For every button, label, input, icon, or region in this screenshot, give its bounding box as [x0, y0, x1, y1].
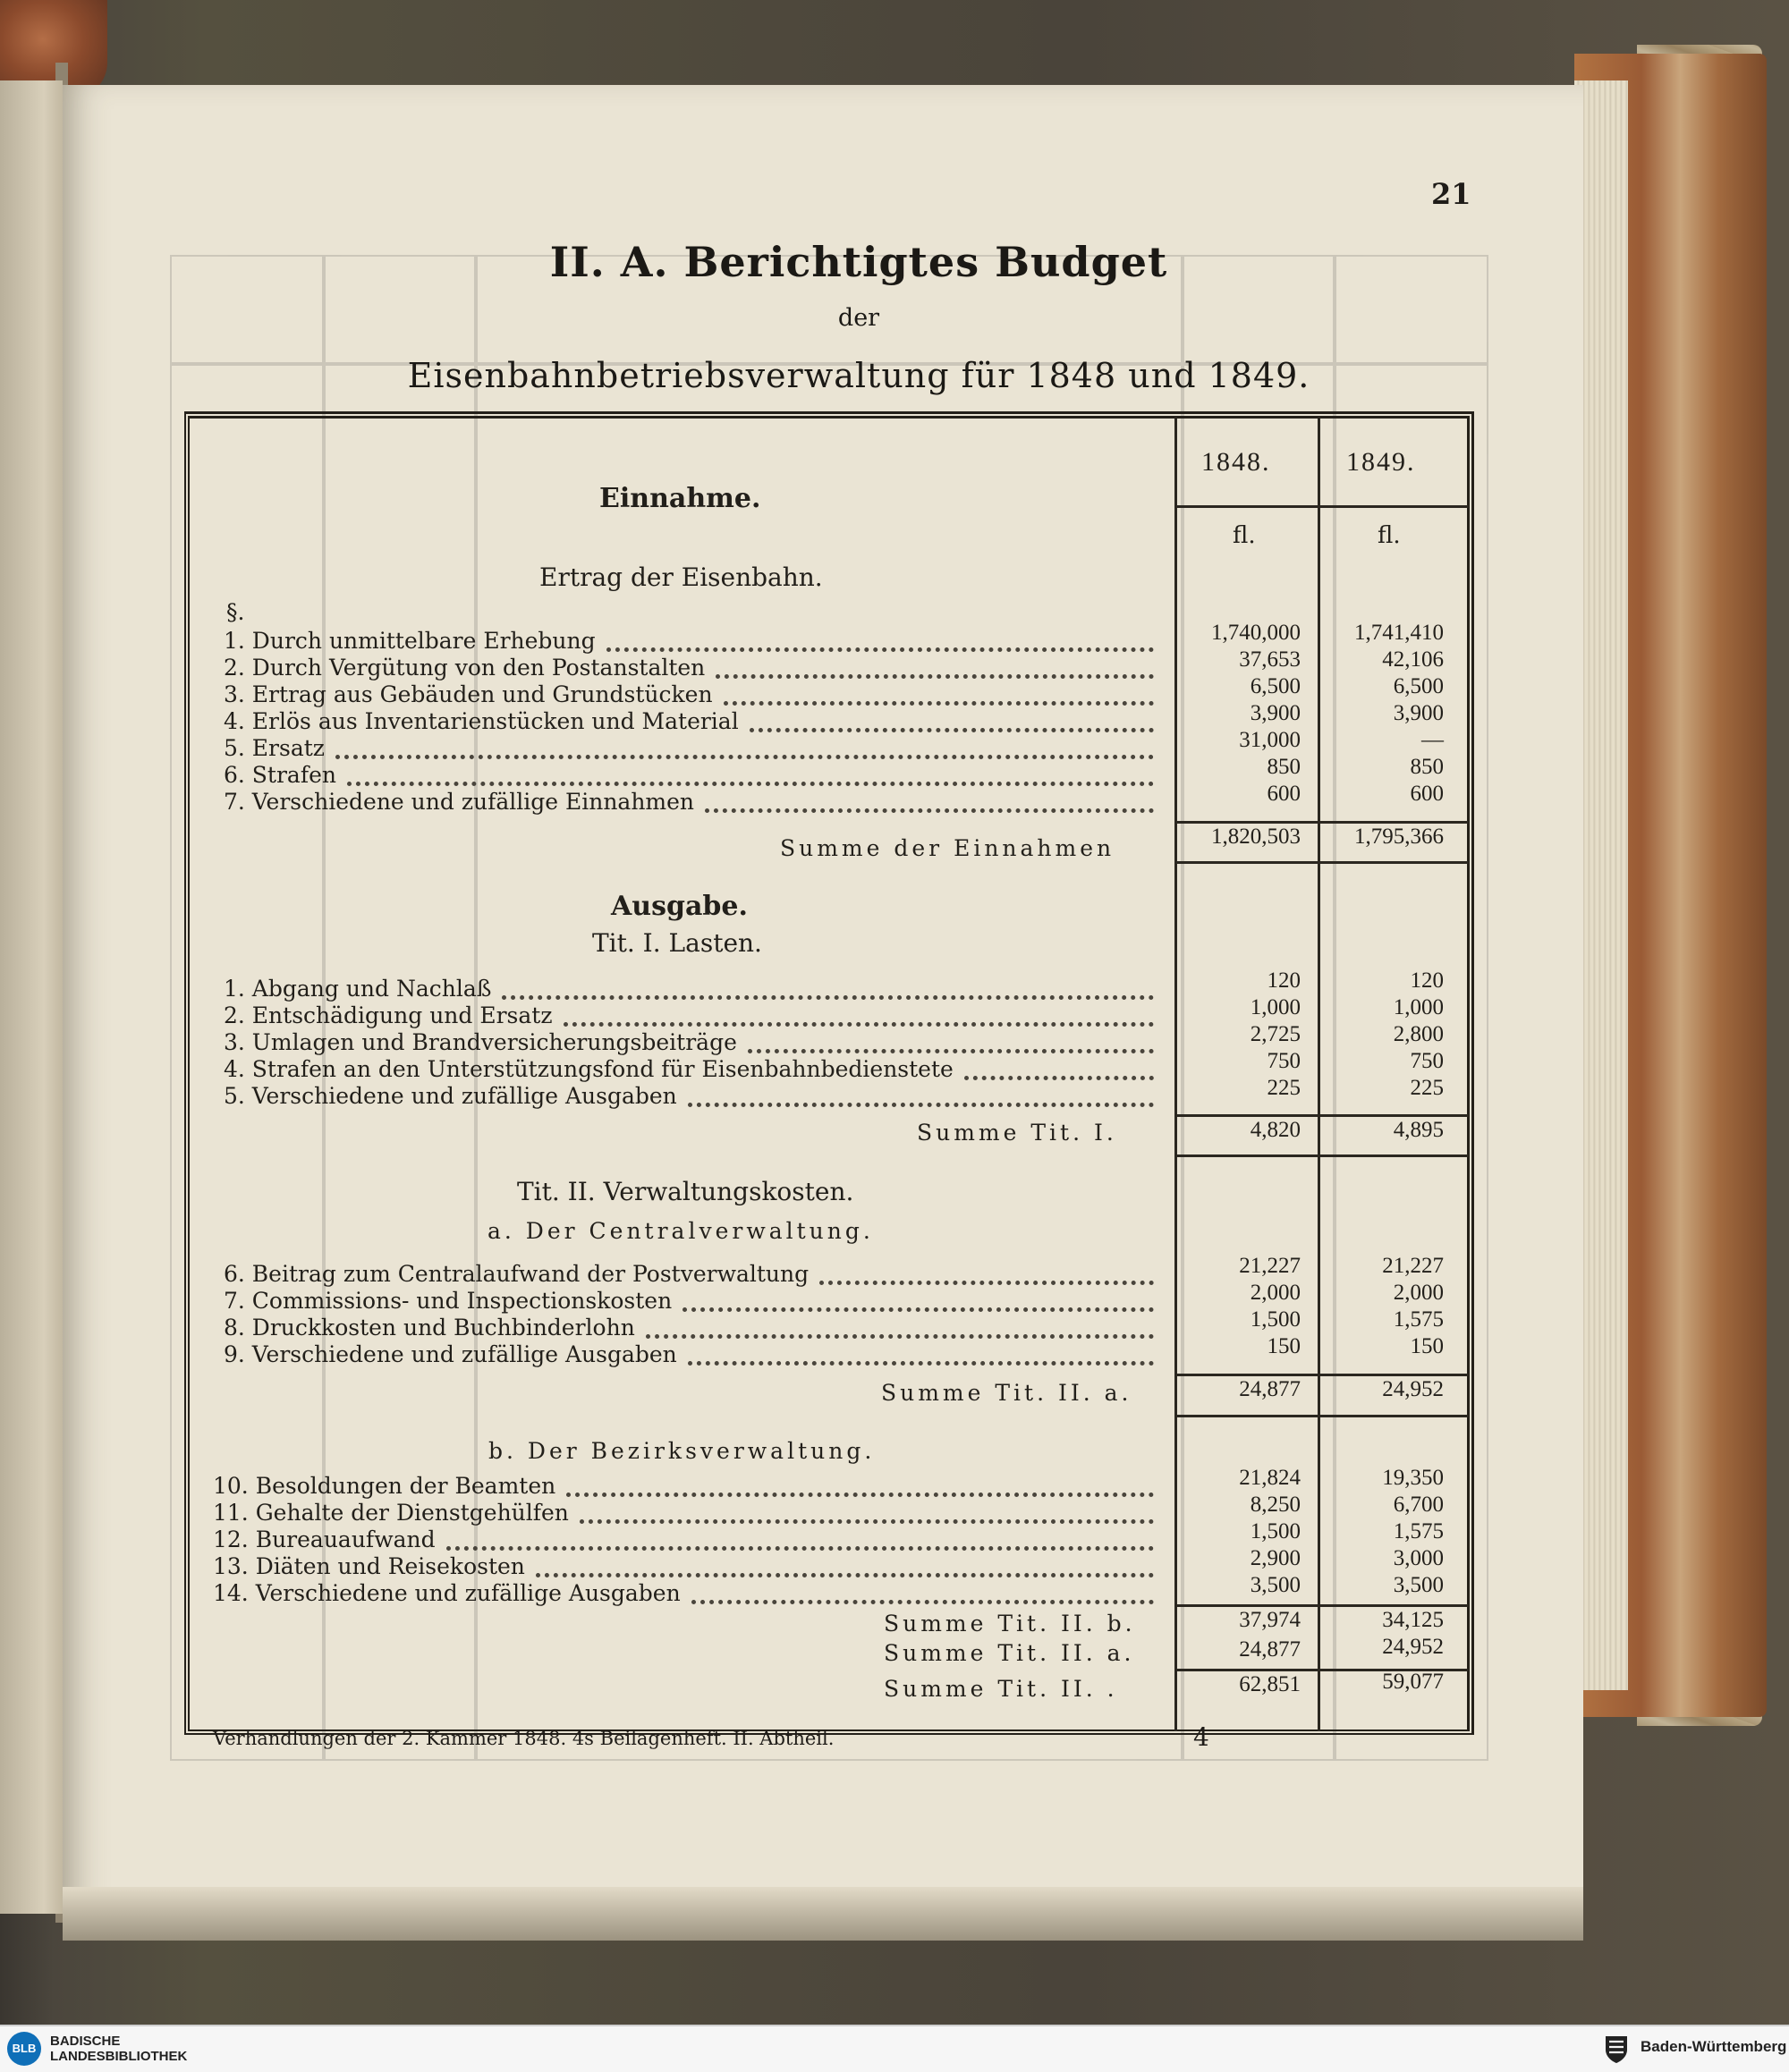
- row-value-1849: 2,800: [1393, 1022, 1444, 1046]
- row-value-1849: 850: [1410, 755, 1444, 779]
- row-label: 11. Gehalte der Dienstgehülfen: [213, 1500, 569, 1526]
- row-label: 14. Verschiedene und zufällige Ausgaben: [213, 1580, 681, 1606]
- row-label: 3. Ertrag aus Gebäuden und Grundstücken: [224, 681, 713, 707]
- leader-dots: [564, 1022, 1154, 1027]
- tit2-total-1849: 59,077: [1382, 1670, 1444, 1694]
- row-value-1848: 120: [1267, 968, 1301, 993]
- row-value-1849: 3,000: [1393, 1546, 1444, 1570]
- row-value-1848: 37,653: [1239, 647, 1301, 672]
- tit1-heading: Tit. I. Lasten.: [592, 928, 762, 958]
- row-value-1849: 225: [1410, 1076, 1444, 1100]
- row-value-1849: 2,000: [1393, 1281, 1444, 1305]
- row-label: 2. Entschädigung und Ersatz: [224, 1002, 553, 1028]
- row-label: 6. Beitrag zum Centralaufwand der Postverwaltung: [224, 1261, 810, 1287]
- row-label: 13. Diäten und Reisekosten: [213, 1553, 525, 1579]
- title-connector: der: [837, 304, 880, 332]
- tit2-heading: Tit. II. Verwaltungskosten.: [517, 1177, 854, 1206]
- row-value-1848: 1,740,000: [1211, 621, 1301, 645]
- row-value-1848: 225: [1267, 1076, 1301, 1100]
- leader-dots: [705, 808, 1154, 813]
- row-value-1849: 42,106: [1382, 647, 1444, 672]
- row-value-1848: 21,824: [1239, 1466, 1301, 1490]
- row-label: 8. Druckkosten und Buchbinderlohn: [224, 1315, 635, 1340]
- leader-dots: [724, 701, 1154, 706]
- leader-dots: [691, 1600, 1154, 1604]
- leader-dots: [606, 647, 1154, 652]
- sum-rule-tit1-1848: [1177, 1114, 1318, 1117]
- header-rule-1848: [1177, 505, 1318, 508]
- sum-rule-einnahme-bottom-1848: [1177, 861, 1318, 864]
- page-number: 21: [1431, 177, 1471, 211]
- sum-rule-tit1-bottom-1849: [1320, 1154, 1469, 1157]
- row-value-1848: 850: [1267, 755, 1301, 779]
- sum-rule-tit1-1849: [1320, 1114, 1469, 1117]
- blb-logo-icon[interactable]: BLB: [7, 2032, 41, 2066]
- sum-rule-tit2b-1848: [1177, 1604, 1318, 1607]
- page-subtitle: Eisenbahnbetriebsverwaltung für 1848 und 1849.: [407, 356, 1310, 395]
- row-label: 12. Bureauaufwand: [213, 1527, 436, 1552]
- row-value-1848: 31,000: [1239, 728, 1301, 752]
- sum-rule-einnahme-1848: [1177, 821, 1318, 824]
- row-value-1848: 600: [1267, 782, 1301, 806]
- tit1-sum-1849: 4,895: [1393, 1118, 1444, 1142]
- tit2a-sum-label: Summe Tit. II. a.: [881, 1380, 1132, 1406]
- viewer-footer-bar: [0, 2025, 1789, 2072]
- leader-dots: [819, 1281, 1154, 1285]
- row-value-1848: 1,000: [1250, 995, 1301, 1019]
- leader-dots: [688, 1103, 1154, 1107]
- leader-dots: [536, 1573, 1154, 1577]
- row-value-1848: 1,500: [1250, 1519, 1301, 1543]
- row-value-1849: 1,000: [1393, 995, 1444, 1019]
- leader-dots: [335, 755, 1154, 759]
- row-value-1848: 3,900: [1250, 701, 1301, 725]
- einnahme-sum-1849: 1,795,366: [1354, 825, 1444, 849]
- einnahme-heading: Einnahme.: [599, 483, 761, 514]
- left-page-sliver: [0, 80, 63, 1914]
- row-value-1849: 21,227: [1382, 1254, 1444, 1278]
- row-value-1849: 6,700: [1393, 1493, 1444, 1517]
- tit2a-sum-repeat-1848: 24,877: [1239, 1637, 1301, 1662]
- row-label: 4. Erlös aus Inventarienstücken und Material: [224, 708, 739, 734]
- row-value-1848: 150: [1267, 1334, 1301, 1358]
- row-label: 5. Verschiedene und zufällige Ausgaben: [224, 1083, 677, 1109]
- leader-dots: [748, 1049, 1154, 1053]
- page-footer: Verhandlungen der 2. Kammer 1848. 4s Beilagenheft. II. Abtheil.: [213, 1728, 835, 1749]
- tit2b-sum-1848: 37,974: [1239, 1608, 1301, 1632]
- row-value-1848: 2,725: [1250, 1022, 1301, 1046]
- tit2a-sum-1849: 24,952: [1382, 1377, 1444, 1401]
- row-value-1849: 6,500: [1393, 674, 1444, 698]
- leader-dots: [566, 1493, 1154, 1497]
- unit-1849: fl.: [1378, 522, 1401, 549]
- row-value-1849: 120: [1410, 968, 1444, 993]
- sum-rule-einnahme-1849: [1320, 821, 1469, 824]
- row-value-1849: 1,741,410: [1354, 621, 1444, 645]
- row-value-1849: 3,500: [1393, 1573, 1444, 1597]
- header-rule-1849: [1320, 505, 1469, 508]
- row-value-1849: 1,575: [1393, 1307, 1444, 1332]
- sheet-number: 4: [1193, 1722, 1209, 1752]
- tit2-b-heading: b. Der Bezirksverwaltung.: [488, 1438, 876, 1464]
- tit1-sum-1848: 4,820: [1250, 1118, 1301, 1142]
- row-value-1848: 6,500: [1250, 674, 1301, 698]
- row-value-1848: 2,000: [1250, 1281, 1301, 1305]
- einnahme-sum-1848: 1,820,503: [1211, 825, 1301, 849]
- leader-dots: [646, 1334, 1154, 1339]
- row-label: 10. Besoldungen der Beamten: [213, 1473, 556, 1499]
- tit2-total-1848: 62,851: [1239, 1672, 1301, 1696]
- sum-rule-tit2-1848: [1177, 1669, 1318, 1671]
- row-label: 6. Strafen: [224, 762, 336, 788]
- column-header-1848: 1848.: [1201, 447, 1271, 477]
- blb-name[interactable]: [50, 2034, 187, 2064]
- row-label: 7. Commissions- und Inspectionskosten: [224, 1288, 673, 1314]
- tit2-total-label: Summe Tit. II. .: [884, 1676, 1118, 1702]
- leader-dots: [580, 1519, 1154, 1524]
- row-value-1849: 3,900: [1393, 701, 1444, 725]
- leader-dots: [347, 782, 1154, 786]
- row-value-1848: 3,500: [1250, 1573, 1301, 1597]
- row-value-1849: —: [1421, 728, 1444, 752]
- baden-wuerttemberg-label[interactable]: Baden-Württemberg: [1641, 2038, 1787, 2055]
- row-value-1848: 21,227: [1239, 1254, 1301, 1278]
- row-value-1849: 19,350: [1382, 1466, 1444, 1490]
- tit2a-sum-repeat-1849: 24,952: [1382, 1635, 1444, 1659]
- coat-of-arms-icon: [1603, 2034, 1630, 2064]
- leader-dots: [716, 674, 1154, 679]
- tit2a-sum-1848: 24,877: [1239, 1377, 1301, 1401]
- row-label: 2. Durch Vergütung von den Postanstalten: [224, 655, 706, 681]
- page-title: II. A. Berichtigtes Budget: [549, 238, 1168, 286]
- sum-rule-tit2a-1849: [1320, 1374, 1469, 1376]
- row-label: 1. Abgang und Nachlaß: [224, 976, 492, 1002]
- tit1-sum-label: Summe Tit. I.: [917, 1120, 1117, 1146]
- leader-dots: [750, 728, 1154, 732]
- row-value-1849: 600: [1410, 782, 1444, 806]
- blb-name-line1: BADISCHE: [50, 2034, 121, 2049]
- einnahme-sum-label: Summe der Einnahmen: [780, 835, 1115, 861]
- ausgabe-heading: Ausgabe.: [611, 891, 748, 922]
- blb-name-line2: LANDESBIBLIOTHEK: [50, 2049, 188, 2064]
- row-label: 4. Strafen an den Unterstützungsfond für Eisenbahnbedienstete: [224, 1056, 954, 1082]
- tit2a-sum-repeat-label: Summe Tit. II. a.: [884, 1640, 1135, 1666]
- sum-rule-tit2a-bottom-1849: [1320, 1415, 1469, 1417]
- row-value-1848: 8,250: [1250, 1493, 1301, 1517]
- tit2b-sum-label: Summe Tit. II. b.: [884, 1611, 1136, 1636]
- row-value-1848: 2,900: [1250, 1546, 1301, 1570]
- row-value-1849: 150: [1410, 1334, 1444, 1358]
- row-value-1848: 1,500: [1250, 1307, 1301, 1332]
- section-sign: §.: [226, 599, 245, 625]
- leader-dots: [502, 995, 1154, 1000]
- row-value-1849: 750: [1410, 1049, 1444, 1073]
- row-value-1849: 1,575: [1393, 1519, 1444, 1543]
- sum-rule-einnahme-bottom-1849: [1320, 861, 1469, 864]
- leader-dots: [688, 1361, 1154, 1366]
- column-header-1849: 1849.: [1346, 447, 1416, 477]
- leader-dots: [446, 1546, 1154, 1551]
- row-label: 7. Verschiedene und zufällige Einnahmen: [224, 789, 695, 815]
- row-label: 1. Durch unmittelbare Erhebung: [224, 628, 596, 654]
- row-label: 5. Ersatz: [224, 735, 325, 761]
- page-bottom-shadow: [63, 1887, 1583, 1941]
- tit2b-sum-1849: 34,125: [1382, 1608, 1444, 1632]
- row-label: 3. Umlagen und Brandversicherungsbeiträge: [224, 1029, 737, 1055]
- sum-rule-tit1-bottom-1848: [1177, 1154, 1318, 1157]
- sum-rule-tit2b-1849: [1320, 1604, 1469, 1607]
- sum-rule-tit2a-bottom-1848: [1177, 1415, 1318, 1417]
- leader-dots: [683, 1307, 1154, 1312]
- tit2-a-heading: a. Der Centralverwaltung.: [488, 1218, 874, 1244]
- sum-rule-tit2a-1848: [1177, 1374, 1318, 1376]
- row-label: 9. Verschiedene und zufällige Ausgaben: [224, 1341, 677, 1367]
- row-value-1848: 750: [1267, 1049, 1301, 1073]
- unit-1848: fl.: [1233, 522, 1256, 549]
- einnahme-subheading: Ertrag der Eisenbahn.: [539, 562, 823, 592]
- leader-dots: [964, 1076, 1154, 1080]
